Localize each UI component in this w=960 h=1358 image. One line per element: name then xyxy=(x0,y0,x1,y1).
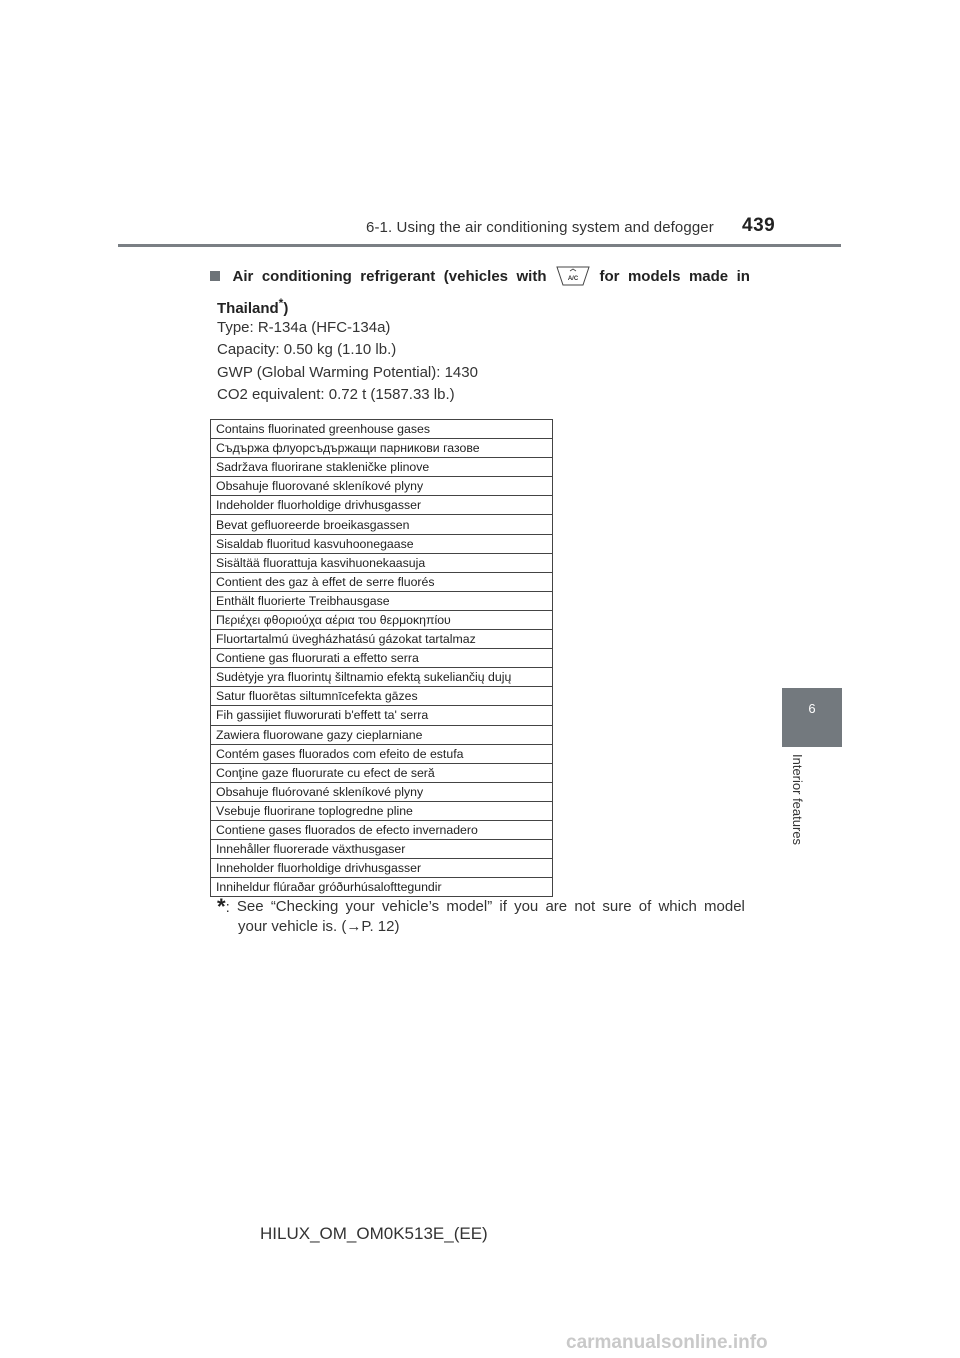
table-row xyxy=(211,725,553,744)
ac-icon-label: A/C xyxy=(567,276,579,282)
table-cell: Innehåller fluorerade växthusgaser xyxy=(211,840,553,859)
heading-marker-icon xyxy=(210,271,220,281)
table-cell: Vsebuje fluorirane toplogredne pline xyxy=(211,801,553,820)
heading-word: (vehicles xyxy=(443,267,509,285)
table-cell: Zawiera fluorowane gazy cieplarniane xyxy=(211,725,553,744)
table-row xyxy=(211,515,553,534)
footnote-word: not xyxy=(574,898,596,915)
table-row xyxy=(211,687,553,706)
table-row xyxy=(211,591,553,610)
table-cell: Contiene gases fluorados de efecto invernadero xyxy=(211,820,553,839)
footnote-star: * xyxy=(217,894,226,919)
table-cell: Enthält fluorierte Treibhausgase xyxy=(211,591,553,610)
table-row xyxy=(211,706,553,725)
heading-word: made xyxy=(688,267,729,285)
footnote-word: : xyxy=(225,899,230,916)
footnote-word: “Checking xyxy=(270,898,339,915)
table-cell: Obsahuje fluorované skleníkové plyny xyxy=(211,477,553,496)
table-cell: Indeholder fluorholdige drivhusgasser xyxy=(211,496,553,515)
table-row xyxy=(211,477,553,496)
footnote-word: vehicle’s xyxy=(381,898,440,915)
table-cell: Contient des gaz à effet de serre fluorés xyxy=(211,572,553,591)
ac-button-icon xyxy=(555,265,591,287)
table-row xyxy=(211,763,553,782)
header-divider xyxy=(118,244,841,247)
footnote-word: of xyxy=(638,898,652,915)
table-cell: Sadržava fluorirane stakleničke plinove xyxy=(211,458,553,477)
table-cell: Sisältää fluorattuja kasvihuonekaasuja xyxy=(211,553,553,572)
table-row xyxy=(211,878,553,897)
document-id: HILUX_OM_OM0K513E_(EE) xyxy=(260,1224,488,1243)
table-row xyxy=(211,420,553,439)
table-row xyxy=(211,859,553,878)
spec-co2: CO2 equivalent: 0.72 t (1587.33 lb.) xyxy=(217,385,455,403)
footnote-ref: * xyxy=(278,296,284,310)
chapter-tab[interactable]: 6 xyxy=(782,688,842,747)
heading-close: ) xyxy=(283,300,289,317)
footnote-word: model” xyxy=(446,898,493,915)
table-cell: Sudėtyje yra fluorintų šiltnamio efektą sukeliančių dujų xyxy=(211,668,553,687)
table-row xyxy=(211,820,553,839)
spec-type: Type: R-134a (HFC-134a) xyxy=(217,319,391,336)
heading-word: in xyxy=(736,267,750,285)
chapter-title: Interior features xyxy=(790,754,805,846)
greenhouse-gas-table xyxy=(210,419,553,897)
footnote-line2: your vehicle is. (→P. 12) xyxy=(238,918,400,935)
table-row xyxy=(211,534,553,553)
heading-word: refrigerant xyxy=(360,267,436,285)
heading-word: with xyxy=(516,267,547,285)
table-cell: Inneholder fluorholdige drivhusgasser xyxy=(211,859,553,878)
footnote-word: sure xyxy=(602,898,632,915)
table-cell: Περιέχει φθοριούχα αέρια του θερμοκηπίου xyxy=(211,610,553,629)
footnote-word: if xyxy=(499,898,507,915)
table-cell: Съдържа флуорсъдържащи парникови газове xyxy=(211,439,553,458)
table-row xyxy=(211,649,553,668)
table-row xyxy=(211,840,553,859)
table-row xyxy=(211,610,553,629)
footnote-word: See xyxy=(236,898,264,915)
site-watermark[interactable]: carmanualsonline.info xyxy=(566,1332,768,1353)
table-row xyxy=(211,782,553,801)
table-cell: Contém gases fluorados com efeito de estufa xyxy=(211,744,553,763)
footnote-word: your xyxy=(345,898,375,915)
table-cell: Contains fluorinated greenhouse gases xyxy=(216,422,430,437)
heading-word: for xyxy=(599,267,620,285)
section-title: 6-1. Using the air conditioning system and defogger xyxy=(366,219,714,236)
footnote-word: model xyxy=(704,898,745,915)
footnote-word: you xyxy=(514,898,539,915)
table-cell: Conţine gaze fluorurate cu efect de seră xyxy=(211,763,553,782)
heading-thailand: Thailand xyxy=(217,300,279,317)
table-row xyxy=(211,553,553,572)
spec-capacity: Capacity: 0.50 kg (1.10 lb.) xyxy=(217,341,397,359)
table-cell: Satur fluorētas siltumnīcefekta gāzes xyxy=(211,687,553,706)
page-number: 439 xyxy=(742,215,776,236)
table-row xyxy=(211,439,553,458)
footnote xyxy=(217,894,745,936)
section-heading xyxy=(210,266,750,317)
table-cell: Fih gassijiet fluworurati b'effett ta' serra xyxy=(211,706,553,725)
spec-gwp: GWP (Global Warming Potential): 1430 xyxy=(217,363,478,381)
table-row xyxy=(211,572,553,591)
table-row xyxy=(211,801,553,820)
table-cell: Inniheldur flúraðar gróðurhúsalofttegundir xyxy=(211,878,553,897)
table-cell: Fluortartalmú üvegházhatású gázokat tartalmaz xyxy=(211,630,553,649)
table-cell: Sisaldab fluoritud kasvuhoonegaase xyxy=(211,534,553,553)
table-row xyxy=(211,496,553,515)
table-cell: Bevat gefluoreerde broeikasgassen xyxy=(211,515,553,534)
footnote-word: are xyxy=(545,898,568,915)
table-row xyxy=(211,668,553,687)
refrigerant-specs xyxy=(217,317,478,406)
table-cell: Contiene gas fluorurati a effetto serra xyxy=(211,649,553,668)
heading-word: Air xyxy=(232,267,254,285)
table-row xyxy=(211,744,553,763)
table-cell: Obsahuje fluórované skleníkové plyny xyxy=(211,782,553,801)
table-row xyxy=(211,630,553,649)
heading-word: conditioning xyxy=(261,267,352,285)
footnote-word: which xyxy=(658,898,697,915)
heading-word: models xyxy=(627,267,681,285)
table-row xyxy=(211,458,553,477)
